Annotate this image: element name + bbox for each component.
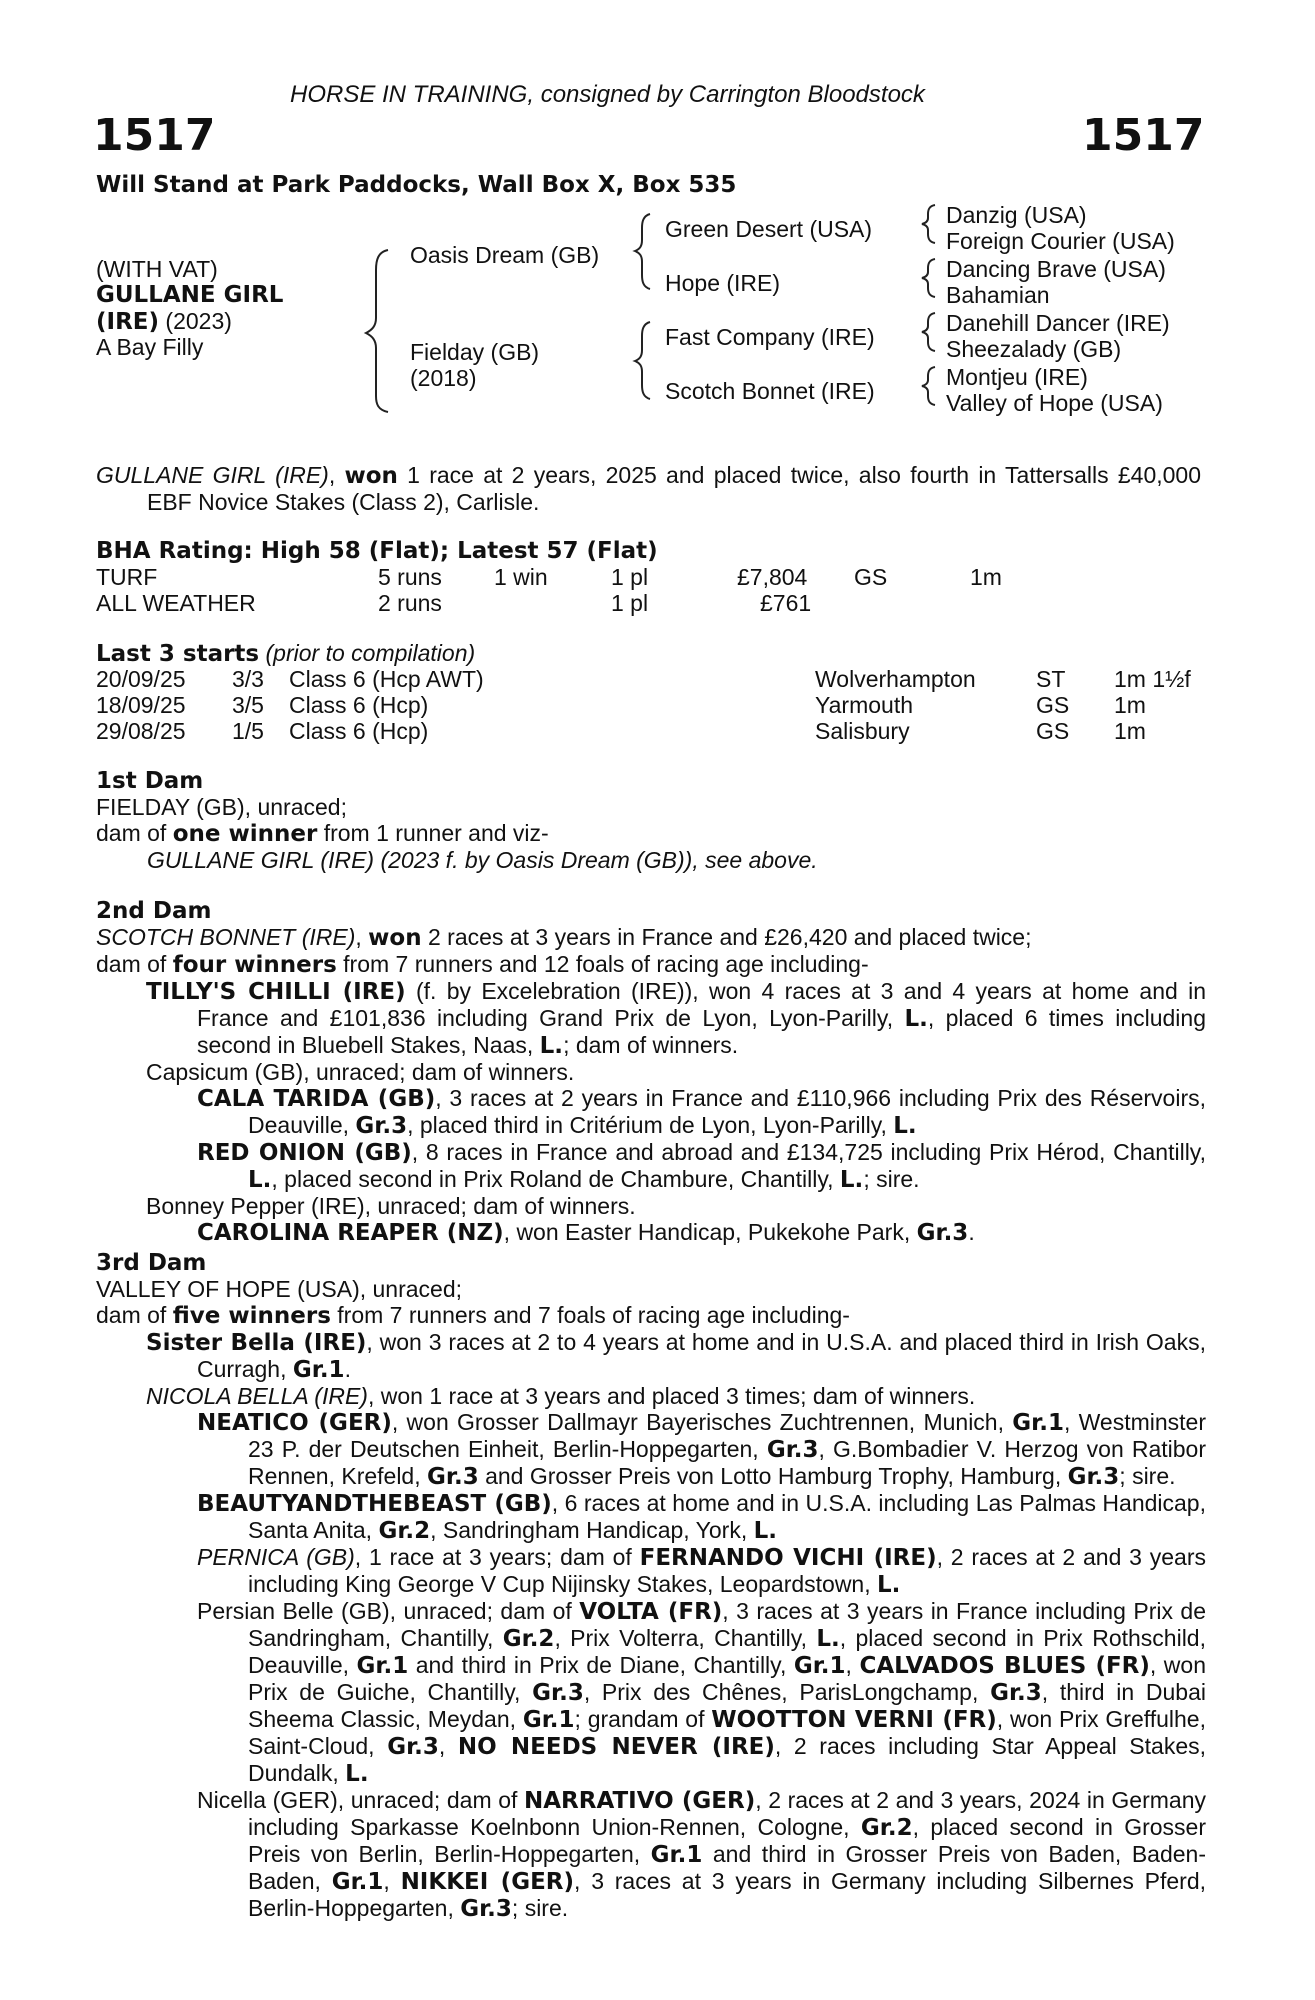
text: , won Prix Greffulhe, Saint-Cloud, bbox=[248, 1706, 1206, 1759]
text: ; sire. bbox=[863, 1166, 920, 1192]
text: , placed second in Prix Rothschild, Deauville, bbox=[248, 1625, 1206, 1678]
rating-surface: TURF bbox=[96, 564, 158, 590]
listed: L. bbox=[904, 1006, 928, 1032]
horse-name: CAROLINA REAPER (NZ) bbox=[197, 1220, 504, 1246]
third-dam-heading: 3rd Dam bbox=[96, 1250, 207, 1276]
text: . bbox=[344, 1356, 351, 1382]
third-dam-section bbox=[96, 1250, 1206, 1922]
horse-name: GULLANE GIRL bbox=[96, 282, 284, 308]
rating-runs: 2 runs bbox=[378, 590, 442, 616]
text: . bbox=[968, 1219, 975, 1245]
ped-sds: Dancing Brave (USA) bbox=[946, 256, 1166, 282]
group: Gr.3 bbox=[387, 1734, 439, 1760]
text: , G.Bombadier V. Herzog von Ratibor Rennen, Krefeld, bbox=[248, 1436, 1206, 1489]
text: , won 3 races at 2 to 4 years at home and in U.S.A. and placed third in Irish Oaks, Curragh, bbox=[197, 1329, 1206, 1382]
second-dam-line2 bbox=[96, 951, 1206, 978]
bha-rating: BHA Rating: High 58 (Flat); Latest 57 (Flat) bbox=[96, 538, 658, 564]
horse-suffix: (IRE) bbox=[96, 309, 160, 335]
produce-persian-belle bbox=[96, 1598, 1206, 1787]
rating-placed: 1 pl bbox=[611, 590, 649, 616]
text: , Prix Volterra, Chantilly, bbox=[554, 1625, 817, 1651]
text: (f. by Excelebration (IRE)), won 4 races at 3 and 4 years at home and in France and £101,836 including Grand Prix de Lyon, Lyon-Parilly, bbox=[197, 978, 1207, 1031]
brace-ds bbox=[922, 313, 935, 351]
text: , 2 races at 2 and 3 years including King George V Cup Nijinsky Stakes, Leopardstown, bbox=[248, 1544, 1207, 1597]
brace-ss bbox=[922, 205, 935, 243]
group: Gr.3 bbox=[355, 1113, 408, 1139]
text: , Westminster 23 P. der Deutschen Einheit, Berlin-Hoppegarten, bbox=[248, 1409, 1206, 1462]
text: from 7 runners and 12 foals of racing age including- bbox=[336, 951, 869, 977]
start-course: Wolverhampton bbox=[815, 666, 976, 692]
start-going: ST bbox=[1036, 666, 1066, 692]
second-dam-section bbox=[96, 898, 1206, 1246]
horse-name: TILLY'S CHILLI (IRE) bbox=[146, 979, 406, 1005]
dam-sire: Fast Company (IRE) bbox=[665, 324, 875, 350]
group: Gr.3 bbox=[766, 1437, 819, 1463]
text: and third in Prix de Diane, Chantilly, bbox=[408, 1652, 794, 1678]
horse-name: NO NEEDS NEVER (IRE) bbox=[457, 1734, 775, 1760]
text: from 7 runners and 7 foals of racing age including- bbox=[330, 1302, 850, 1328]
rating-prize: £761 bbox=[760, 590, 812, 616]
listed: L. bbox=[345, 1761, 369, 1787]
last-starts-heading bbox=[96, 640, 475, 667]
group: Gr.1 bbox=[1012, 1410, 1064, 1436]
third-dam-line2 bbox=[96, 1302, 1206, 1329]
first-dam-produce: GULLANE GIRL (IRE) (2023 f. by Oasis Dream (GB)), see above. bbox=[147, 847, 818, 873]
dam-name: SCOTCH BONNET (IRE) bbox=[96, 924, 356, 950]
text: , 2 races including Star Appeal Stakes, Dundalk, bbox=[248, 1733, 1206, 1786]
produce-beauty bbox=[96, 1490, 1206, 1544]
listed: L. bbox=[893, 1113, 917, 1139]
group: Gr.3 bbox=[532, 1680, 584, 1706]
start-course: Salisbury bbox=[815, 718, 910, 744]
text: dam of bbox=[96, 1302, 173, 1328]
text: and Grosser Preis von Lotto Hamburg Trophy, Hamburg, bbox=[478, 1463, 1068, 1489]
horse-name: BEAUTYANDTHEBEAST (GB) bbox=[197, 1491, 552, 1517]
group: Gr.1 bbox=[522, 1707, 575, 1733]
text: , placed second in Prix Roland de Chambure, Chantilly, bbox=[271, 1166, 840, 1192]
group: Gr.3 bbox=[460, 1896, 512, 1922]
stall-location: Will Stand at Park Paddocks, Wall Box X, Box 535 bbox=[96, 172, 737, 198]
text: , 3 races at 3 years in France including Prix de Sandringham, Chantilly, bbox=[248, 1598, 1207, 1651]
text: , won Prix de Guiche, Chantilly, bbox=[248, 1652, 1206, 1705]
brace-dd bbox=[922, 367, 935, 405]
sire-sire: Green Desert (USA) bbox=[665, 216, 873, 242]
text: ; grandam of bbox=[574, 1706, 712, 1732]
brace-sd bbox=[922, 259, 935, 297]
rating-surface: ALL WEATHER bbox=[96, 590, 256, 616]
text: and third in Grosser Preis von Baden, Baden-Baden, bbox=[248, 1841, 1206, 1894]
text: ; dam of winners. bbox=[563, 1032, 739, 1058]
text: , won Grosser Dallmayr Bayerisches Zuchtrennen, Munich, bbox=[391, 1409, 1013, 1435]
text: , placed second in Grosser Preis von Berlin, Berlin-Hoppegarten, bbox=[248, 1814, 1206, 1867]
listed: L. bbox=[816, 1626, 840, 1652]
start-date: 18/09/25 bbox=[96, 692, 186, 718]
text: dam of bbox=[96, 951, 173, 977]
horse-name: CALA TARIDA (GB) bbox=[197, 1086, 436, 1112]
produce-cala bbox=[96, 1085, 1206, 1139]
start-distance: 1m bbox=[1114, 692, 1146, 718]
sire: Oasis Dream (GB) bbox=[410, 242, 600, 268]
summary-name: GULLANE GIRL (IRE) bbox=[96, 462, 329, 488]
start-going: GS bbox=[1036, 718, 1070, 744]
first-dam-section bbox=[96, 768, 1206, 873]
start-going: GS bbox=[1036, 692, 1070, 718]
horse-name: NICOLA BELLA (IRE) bbox=[146, 1383, 368, 1409]
group: Gr.3 bbox=[427, 1464, 479, 1490]
text: dam of bbox=[96, 820, 173, 846]
ped-ssd: Foreign Courier (USA) bbox=[946, 228, 1175, 254]
horse-year: (2023) bbox=[159, 308, 232, 334]
group: Gr.2 bbox=[502, 1626, 555, 1652]
page-subtitle: HORSE IN TRAINING, consigned by Carrington Bloodstock bbox=[290, 81, 925, 108]
second-dam-heading: 2nd Dam bbox=[96, 898, 212, 924]
text: , bbox=[438, 1733, 458, 1759]
horse-name: NIKKEI (GER) bbox=[400, 1869, 575, 1895]
text: , Prix des Chênes, ParisLongchamp, bbox=[583, 1679, 991, 1705]
brace-main bbox=[366, 250, 388, 412]
text: ; sire. bbox=[1119, 1463, 1176, 1489]
summary-text: 1 race at 2 years, 2025 and placed twice, also fourth in Tattersalls £40,000 EBF Novice Stakes (Class 2), Carlisle. bbox=[147, 462, 1201, 515]
winners-count: five winners bbox=[172, 1303, 331, 1329]
produce-nicola bbox=[96, 1383, 1206, 1409]
start-race: Class 6 (Hcp) bbox=[289, 692, 429, 718]
ped-dss: Danehill Dancer (IRE) bbox=[946, 310, 1170, 336]
text: Nicella (GER), unraced; dam of bbox=[197, 1787, 524, 1813]
first-dam-line2 bbox=[96, 820, 1206, 847]
rating-distance: 1m bbox=[970, 564, 1002, 590]
ped-sdd: Bahamian bbox=[946, 282, 1050, 308]
start-race: Class 6 (Hcp AWT) bbox=[289, 666, 484, 692]
horse-name: WOOTTON VERNI (FR) bbox=[711, 1707, 997, 1733]
text: 2 races at 3 years in France and £26,420 and placed twice; bbox=[421, 924, 1032, 950]
rating-prize: £7,804 bbox=[737, 564, 808, 590]
horse-name: RED ONION (GB) bbox=[197, 1140, 412, 1166]
start-course: Yarmouth bbox=[815, 692, 914, 718]
text: , 3 races at 3 years in Germany including Silbernes Pferd, Berlin-Hoppegarten, bbox=[248, 1868, 1207, 1921]
horse-name: PERNICA (GB) bbox=[197, 1544, 355, 1570]
start-distance: 1m bbox=[1114, 718, 1146, 744]
horse-name: NEATICO (GER) bbox=[197, 1410, 392, 1436]
horse-name: NARRATIVO (GER) bbox=[523, 1788, 756, 1814]
winners-count: one winner bbox=[172, 821, 318, 847]
text: , bbox=[383, 1868, 401, 1894]
group: Gr.3 bbox=[990, 1680, 1042, 1706]
rating-wins: 1 win bbox=[494, 564, 548, 590]
start-pos: 3/3 bbox=[232, 666, 264, 692]
group: Gr.1 bbox=[356, 1653, 409, 1679]
text: from 1 runner and viz- bbox=[317, 820, 549, 846]
text: , 3 races at 2 years in France and £110,966 including Prix des Réservoirs, Deauville, bbox=[248, 1085, 1206, 1138]
lot-number-right: 1517 bbox=[1082, 110, 1205, 161]
group: Gr.1 bbox=[292, 1357, 345, 1383]
dam-year: (2018) bbox=[410, 365, 477, 391]
produce-pernica bbox=[96, 1544, 1206, 1598]
horse-description: A Bay Filly bbox=[96, 334, 204, 360]
ped-dsd: Sheezalady (GB) bbox=[946, 336, 1122, 362]
produce-sister-bella bbox=[96, 1329, 1206, 1383]
first-dam-line1: FIELDAY (GB), unraced; bbox=[96, 794, 347, 820]
race-summary: GULLANE GIRL (IRE), won 1 race at 2 years, 2025 and placed twice, also fourth in Tattersalls £40,000 EBF Novice Stakes (Class 2), Carlisle. bbox=[96, 462, 1201, 515]
group: Gr.1 bbox=[793, 1653, 846, 1679]
won: won bbox=[368, 925, 422, 951]
group: Gr.1 bbox=[331, 1869, 384, 1895]
horse-name: CALVADOS BLUES (FR) bbox=[859, 1653, 1150, 1679]
start-pos: 3/5 bbox=[232, 692, 264, 718]
start-pos: 1/5 bbox=[232, 718, 264, 744]
group: Gr.1 bbox=[650, 1842, 703, 1868]
group: Gr.2 bbox=[378, 1518, 431, 1544]
produce-carolina bbox=[96, 1219, 1206, 1246]
brace-dam bbox=[635, 322, 650, 399]
text: , 6 races at home and in U.S.A. including Las Palmas Handicap, Santa Anita, bbox=[248, 1490, 1206, 1543]
text: , 8 races in France and abroad and £134,725 including Prix Hérod, Chantilly, bbox=[411, 1139, 1206, 1165]
text: Persian Belle (GB), unraced; dam of bbox=[197, 1598, 580, 1624]
last-starts-title: Last 3 starts bbox=[96, 641, 260, 667]
start-date: 29/08/25 bbox=[96, 718, 186, 744]
listed: L. bbox=[839, 1167, 864, 1193]
dam-dam: Scotch Bonnet (IRE) bbox=[665, 378, 875, 404]
start-date: 20/09/25 bbox=[96, 666, 186, 692]
start-race: Class 6 (Hcp) bbox=[289, 718, 429, 744]
horse-name: FERNANDO VICHI (IRE) bbox=[639, 1545, 937, 1571]
rating-placed: 1 pl bbox=[611, 564, 649, 590]
group: Gr.2 bbox=[860, 1815, 913, 1841]
second-dam-line1: SCOTCH BONNET (IRE), won 2 races at 3 years in France and £26,420 and placed twice; bbox=[96, 924, 1032, 951]
text: , 1 race at 3 years; dam of bbox=[354, 1544, 640, 1570]
produce-tilly bbox=[96, 978, 1206, 1059]
text: , third in Dubai Sheema Classic, Meydan, bbox=[248, 1679, 1206, 1732]
sire-dam: Hope (IRE) bbox=[665, 270, 781, 296]
ped-sss: Danzig (USA) bbox=[946, 202, 1087, 228]
group: Gr.3 bbox=[1067, 1464, 1120, 1490]
listed: L. bbox=[539, 1033, 564, 1059]
produce-nicella bbox=[96, 1787, 1206, 1922]
text: , Sandringham Handicap, York, bbox=[430, 1517, 754, 1543]
horse-name: Sister Bella (IRE) bbox=[146, 1330, 367, 1356]
last-starts-note: (prior to compilation) bbox=[259, 640, 476, 666]
rating-runs: 5 runs bbox=[378, 564, 442, 590]
lot-number-left: 1517 bbox=[93, 110, 216, 161]
horse-name: VOLTA (FR) bbox=[579, 1599, 723, 1625]
produce-neatico bbox=[96, 1409, 1206, 1490]
text: , won 1 race at 3 years and placed 3 times; dam of winners. bbox=[367, 1383, 976, 1409]
text: , placed 6 times including second in Bluebell Stakes, Naas, bbox=[197, 1005, 1206, 1058]
third-dam-line1: VALLEY OF HOPE (USA), unraced; bbox=[96, 1276, 463, 1302]
winners-count: four winners bbox=[172, 952, 337, 978]
ped-dds: Montjeu (IRE) bbox=[946, 364, 1088, 390]
dam: Fielday (GB) bbox=[410, 339, 540, 365]
listed: L. bbox=[248, 1167, 272, 1193]
produce-bonney: Bonney Pepper (IRE), unraced; dam of winners. bbox=[146, 1193, 636, 1219]
text: , 2 races at 2 and 3 years, 2024 in Germany including Sparkasse Koelnbonn Union-Rennen, Cologne, bbox=[248, 1787, 1207, 1840]
text: , bbox=[845, 1652, 860, 1678]
text: , won Easter Handicap, Pukekohe Park, bbox=[503, 1219, 917, 1245]
listed: L. bbox=[877, 1572, 901, 1598]
listed: L. bbox=[753, 1518, 778, 1544]
first-dam-heading: 1st Dam bbox=[96, 768, 204, 794]
produce-capsicum: Capsicum (GB), unraced; dam of winners. bbox=[146, 1059, 575, 1085]
brace-sire bbox=[635, 214, 650, 289]
produce-red-onion bbox=[96, 1139, 1206, 1193]
vat-note: (WITH VAT) bbox=[96, 256, 218, 282]
ped-ddd: Valley of Hope (USA) bbox=[946, 390, 1163, 416]
start-distance: 1m 1½f bbox=[1114, 666, 1191, 692]
rating-going: GS bbox=[854, 564, 888, 590]
text: , placed third in Critérium de Lyon, Lyon-Parilly, bbox=[407, 1112, 894, 1138]
group: Gr.3 bbox=[916, 1220, 969, 1246]
summary-won: won bbox=[344, 463, 398, 489]
text: ; sire. bbox=[511, 1895, 569, 1921]
